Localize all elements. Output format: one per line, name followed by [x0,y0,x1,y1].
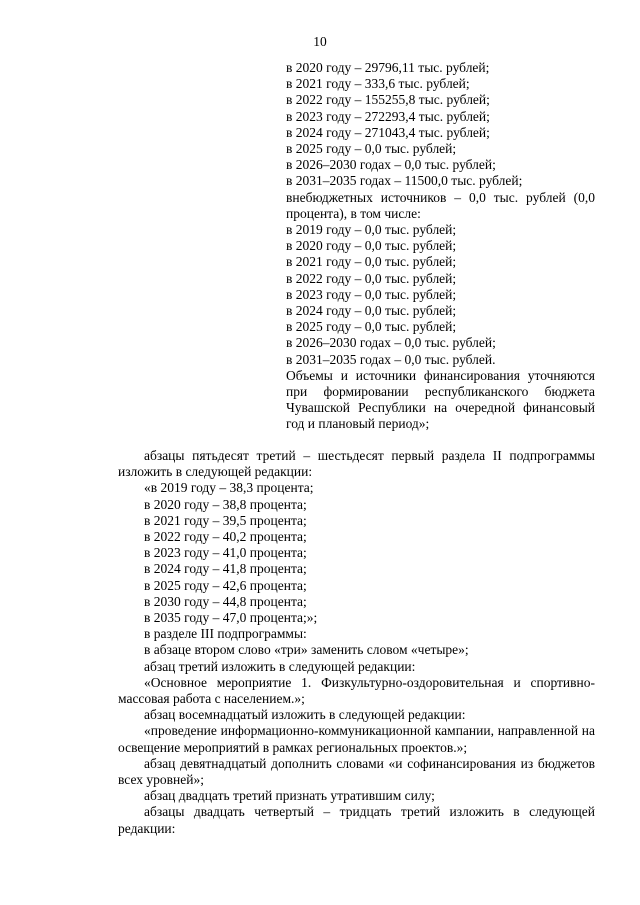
percent-line: в 2035 году – 47,0 процента;»; [144,610,318,626]
funding-line: в 2025 году – 0,0 тыс. рублей; [286,319,457,335]
funding-line: в 2022 году – 155255,8 тыс. рублей; [286,92,490,108]
funding-line: в 2026–2030 годах – 0,0 тыс. рублей; [286,335,496,351]
funding-line: в 2020 году – 0,0 тыс. рублей; [286,238,457,254]
percent-line: в 2021 году – 39,5 процента; [144,512,307,528]
funding-line: в 2031–2035 годах – 11500,0 тыс. рублей; [286,173,523,189]
percent-line: в 2020 году – 38,8 процента; [144,496,307,512]
paragraph: абзац двадцать третий признать утратившим силу; [144,788,435,804]
percent-line: в 2025 году – 42,6 процента; [144,577,307,593]
percent-line: в 2022 году – 40,2 процента; [144,529,307,545]
paragraph: «Основное мероприятие 1. Физкультурно-оздоровительная и спортивно-массовая работа с населением.»; [118,674,595,707]
percent-line: в 2024 году – 41,8 процента; [144,561,307,577]
paragraph: абзац девятнадцатый дополнить словами «и софинансирования из бюджетов всех уровней»; [118,755,595,788]
paragraph: в разделе III подпрограммы: [144,626,307,642]
funding-line: в 2026–2030 годах – 0,0 тыс. рублей; [286,157,496,173]
percent-line: в 2030 году – 44,8 процента; [144,593,307,609]
paragraph: абзац восемнадцатый изложить в следующей редакции: [144,707,466,723]
paragraph: «проведение информационно-коммуникационной кампании, направленной на освещение мероприятий в рамках региональных проектов.»; [118,723,595,755]
main-text [118,448,595,837]
funding-closing-note: Объемы и источники финансирования уточняются при формировании республиканского бюджета Чувашской Республики на очередной финансовый год и плановый период»; [286,367,595,432]
funding-right-column [286,60,595,433]
paragraph: абзацы пятьдесят третий – шестьдесят первый раздела II подпрограммы изложить в следующей редакции: [118,448,595,480]
funding-line: в 2021 году – 0,0 тыс. рублей; [286,254,457,270]
percent-line: в 2023 году – 41,0 процента; [144,545,307,561]
funding-line: в 2022 году – 0,0 тыс. рублей; [286,270,457,286]
paragraph: абзац третий изложить в следующей редакции: [144,658,416,674]
percent-line: «в 2019 году – 38,3 процента; [144,480,314,496]
funding-line: в 2023 году – 0,0 тыс. рублей; [286,286,457,302]
offbudget-sources: внебюджетных источников – 0,0 тыс. рублей (0,0 процента), в том числе: [286,189,595,221]
funding-line: в 2031–2035 годах – 0,0 тыс. рублей. [286,351,496,367]
paragraph: абзацы двадцать четвертый – тридцать третий изложить в следующей редакции: [118,804,595,836]
page-number: 10 [313,34,327,49]
funding-line: в 2020 году – 29796,11 тыс. рублей; [286,60,490,75]
funding-line: в 2023 году – 272293,4 тыс. рублей; [286,108,490,124]
funding-line: в 2025 году – 0,0 тыс. рублей; [286,141,457,157]
funding-line: в 2019 году – 0,0 тыс. рублей; [286,222,457,238]
paragraph: в абзаце втором слово «три» заменить словом «четыре»; [144,642,469,658]
funding-line: в 2024 году – 271043,4 тыс. рублей; [286,124,490,140]
funding-line: в 2021 году – 333,6 тыс. рублей; [286,76,470,92]
funding-line: в 2024 году – 0,0 тыс. рублей; [286,303,457,319]
